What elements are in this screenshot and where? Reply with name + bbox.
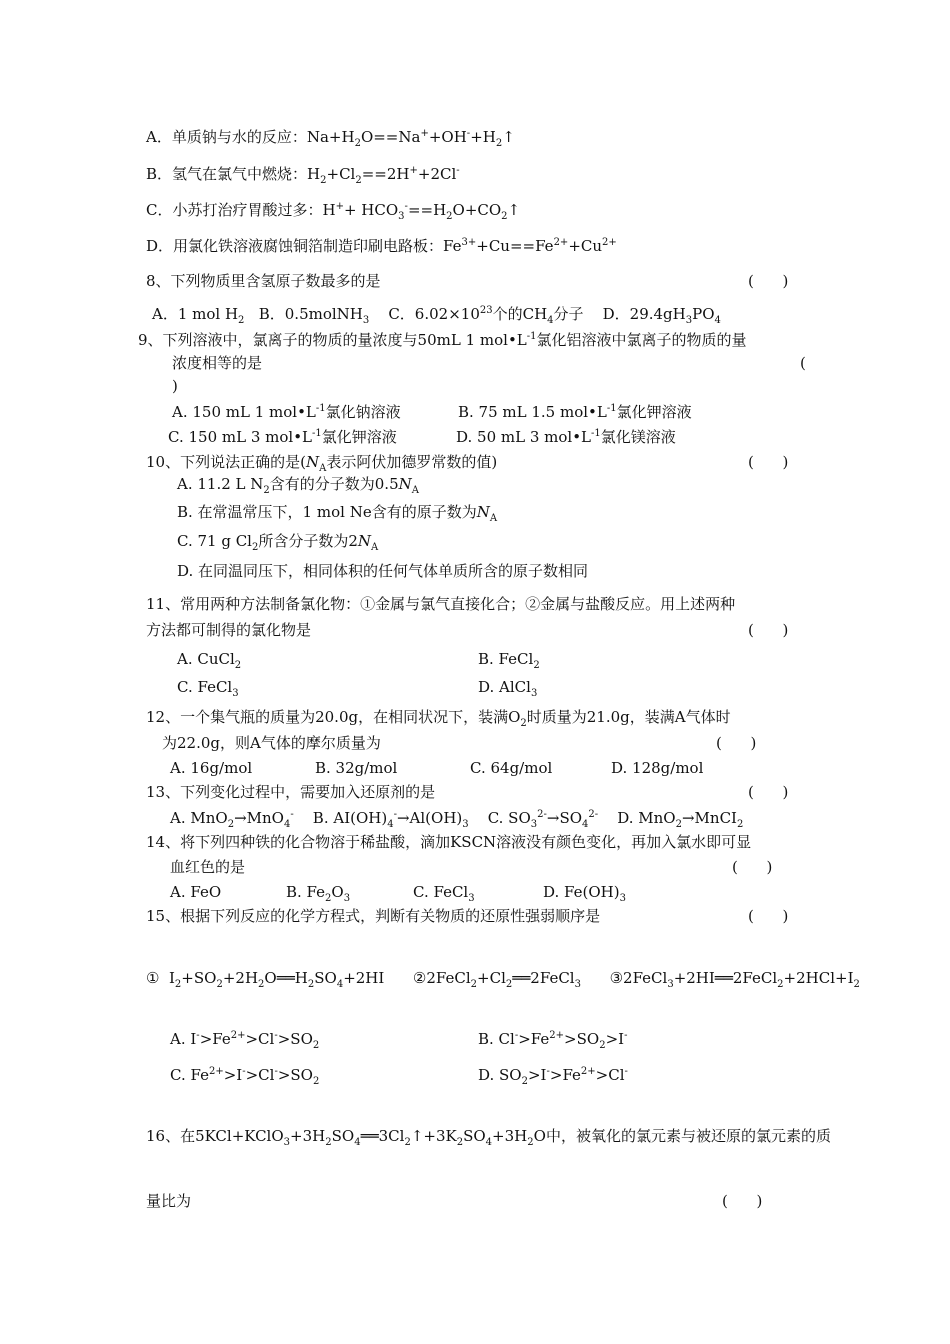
q11-answer-paren: ( ) — [748, 621, 789, 639]
q14-option-d: D. $Fe(OH)_3$ — [543, 883, 626, 904]
q12-stem-line1: 12、一个集气瓶的质量为20.0g，在相同状况下，装满$O_2$时质量为21.0g，装满A气体时 — [146, 708, 731, 729]
q15-answer-paren: ( ) — [748, 907, 789, 925]
q14-option-b: B. $Fe_2O_3$ — [286, 883, 351, 904]
q12-option-b: B. 32g/mol — [315, 759, 398, 777]
q9-paren-close: ) — [172, 377, 178, 395]
q12-answer-paren: ( ) — [716, 734, 757, 752]
q13-stem: 13、下列变化过程中，需要加入还原剂的是 — [146, 783, 436, 801]
q10-answer-paren: ( ) — [748, 453, 789, 471]
q12-stem-line2: 为22.0g，则A气体的摩尔质量为 — [162, 734, 381, 752]
q13-options: A. MnO$_2$→MnO$_4$- B. $AI(OH)_4^-\to Al(OH)_3$ C. $SO_3^{2-}\to SO_4^{2-}$ D. MnO$_2$→MnCI$_2$ — [170, 809, 744, 830]
q7-option-c: C．小苏打治疗胃酸过多：$H^++ HCO_3^-==H_2O+CO_2↑$ — [146, 201, 521, 222]
q15-option-a: A. $I^->Fe^{2+}>Cl^->SO_2$ — [170, 1030, 320, 1051]
q16-stem-line1: 16、在$5KCl+KClO_3+3H_2SO_4══3Cl_2↑+3K_2SO_4+3H_2O$中，被氧化的氯元素与被还原的氯元素的质 — [146, 1127, 831, 1148]
q14-answer-paren: ( ) — [732, 858, 773, 876]
q13-answer-paren: ( ) — [748, 783, 789, 801]
q15-stem: 15、根据下列反应的化学方程式，判断有关物质的还原性强弱顺序是 — [146, 907, 601, 925]
q11-option-c: C. FeCl$_3$ — [177, 678, 239, 699]
q12-option-a: A. 16g/mol — [170, 759, 253, 777]
q16-stem-line2: 量比为 — [146, 1192, 192, 1210]
q15-equations: ① $I_2+SO_2+2H_2O══H_2SO_4+2HI$ $②2FeCl_2+Cl_2══2FeCl_3$ $③2FeCl_3+2HI══2FeCl_2+2HCl+I_2$ — [146, 969, 860, 990]
q14-option-c: C. FeCl$_3$ — [413, 883, 475, 904]
q8-answer-paren: ( ) — [748, 272, 789, 290]
q14-stem-line1: 14、将下列四种铁的化合物溶于稀盐酸，滴加KSCN溶液没有颜色变化，再加入氯水即可显 — [146, 833, 752, 851]
q10-stem: 10、下列说法正确的是($N_A$表示阿伏加德罗常数的值) — [146, 453, 498, 474]
q9-option-c: C. 150 mL 3 $mol•L^{-1}$氯化钾溶液 — [168, 428, 397, 446]
q8-options: A．1 mol $H_2$ B．0.5molNH$_3$ C．$6.02\times 10^{23}$个的$CH_4$分子 D．$29.4gH_3PO_4$ — [152, 305, 721, 326]
q16-answer-paren: ( ) — [722, 1192, 763, 1210]
q12-option-d: D. 128g/mol — [611, 759, 704, 777]
q10-option-d: D. 在同温同压下，相同体积的任何气体单质所含的原子数相同 — [177, 562, 589, 580]
q15-option-b: B. $Cl^->Fe^{2+}>SO_2>I^-$ — [478, 1030, 628, 1051]
q10-option-b: B. 在常温常压下，1 mol Ne含有的原子数为$N_A$ — [177, 503, 498, 524]
q9-option-a: A. 150 mL 1 $mol•L^{-1}$氯化钠溶液 — [172, 403, 401, 421]
q14-option-a: A. FeO — [170, 883, 222, 901]
q11-option-a: A. CuCl$_2$ — [177, 650, 242, 671]
q7-option-d: D．用氯化铁溶液腐蚀铜箔制造印刷电路板：$Fe^{3+}+Cu==Fe^{2+}+Cu^{2+}$ — [146, 237, 617, 255]
q15-option-c: C. $Fe^{2+}>I^->Cl^->SO_2$ — [170, 1066, 320, 1087]
q10-option-c: C. 71 g $Cl_2$所含分子数为$2N_A$ — [177, 532, 379, 553]
q11-option-d: D. AlCl$_3$ — [478, 678, 538, 699]
q9-stem-line1: 9、下列溶液中，氯离子的物质的量浓度与50mL 1 $mol•L^{-1}$氯化铝溶液中氯离子的物质的量 — [138, 331, 747, 349]
q10-option-a: A. 11.2 L $N_2$含有的分子数为$0.5N_A$ — [177, 475, 419, 496]
q12-option-c: C. 64g/mol — [470, 759, 553, 777]
q9-option-b: B. 75 mL 1.5 $mol•L^{-1}$氯化钾溶液 — [458, 403, 692, 421]
q7-option-a: A．单质钠与水的反应：$Na+H_2O==Na^++OH^-+H_2↑$ — [146, 128, 515, 149]
q11-stem-line1: 11、常用两种方法制备氯化物：①金属与氯气直接化合；②金属与盐酸反应。用上述两种 — [146, 595, 736, 613]
q11-stem-line2: 方法都可制得的氯化物是 — [146, 621, 312, 639]
q14-stem-line2: 血红色的是 — [170, 858, 246, 876]
q9-paren-open: ( — [800, 354, 806, 372]
q8-stem: 8、下列物质里含氢原子数最多的是 — [146, 272, 381, 290]
q11-option-b: B. FeCl$_2$ — [478, 650, 540, 671]
q7-option-b: B．氢气在氯气中燃烧：$H_2+Cl_2==2H^++2Cl^-$ — [146, 165, 460, 186]
q15-option-d: D. $SO_2>I^->Fe^{2+}>Cl^-$ — [478, 1066, 628, 1087]
q9-stem-line2: 浓度相等的是 — [172, 354, 263, 372]
q9-option-d: D. 50 mL 3 $mol•L^{-1}$氯化镁溶液 — [456, 428, 676, 446]
